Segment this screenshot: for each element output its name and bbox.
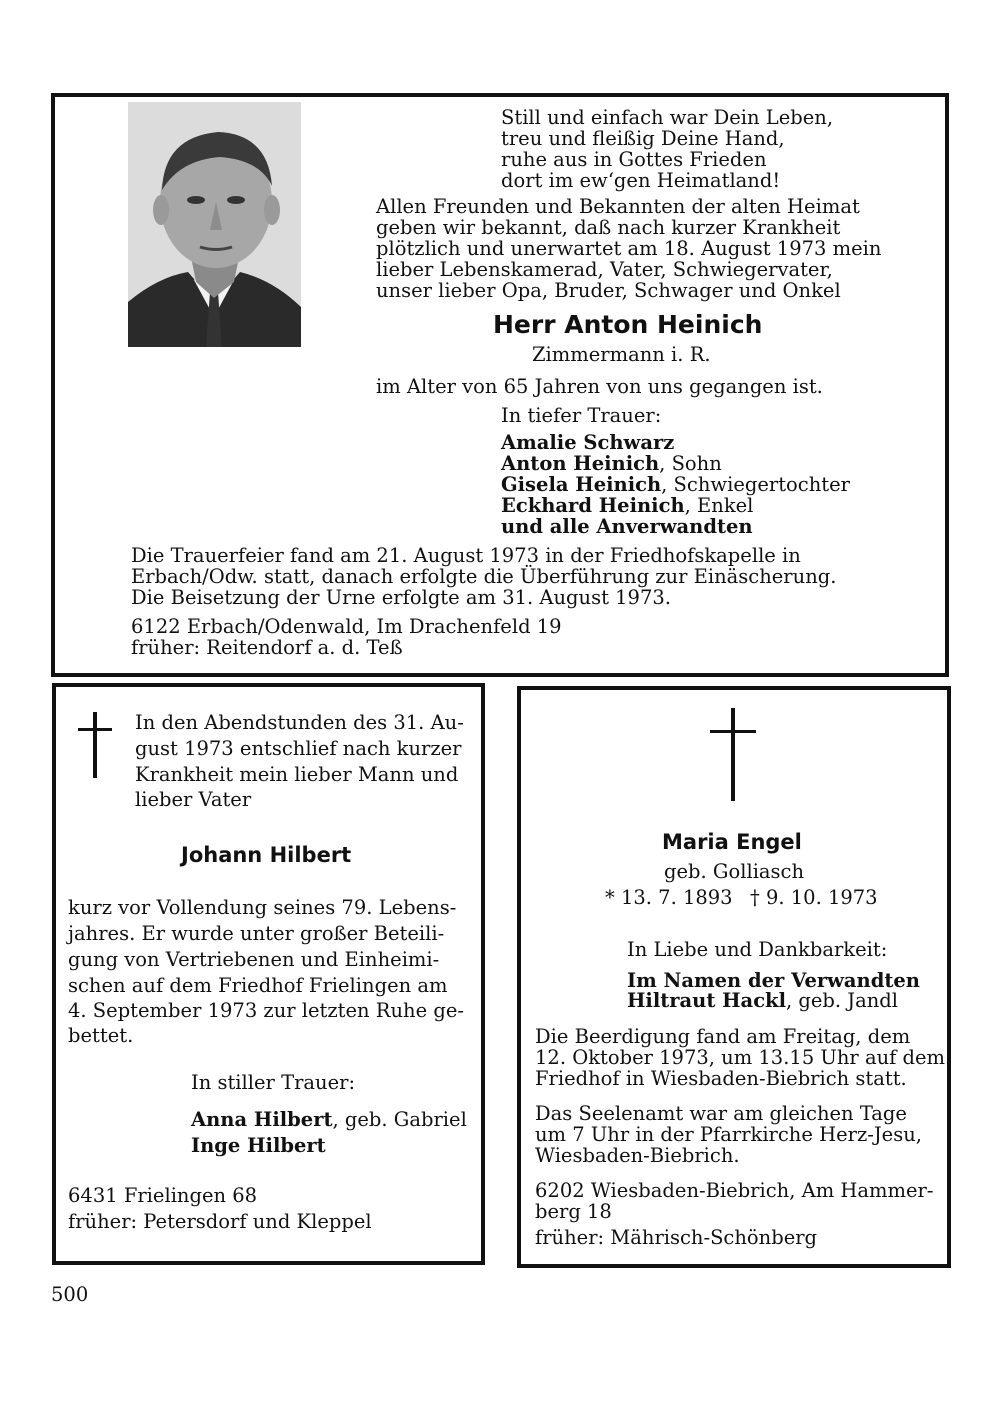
mourner: Gisela Heinich, Schwiegertochter [501, 473, 850, 496]
text-line: Friedhof in Wiesbaden-Biebrich statt. [535, 1067, 907, 1090]
text-line: Die Beerdigung fand am Freitag, dem [535, 1025, 911, 1048]
cross-icon [710, 708, 756, 801]
text-line: lieber Lebenskamerad, Vater, Schwiegervater, [376, 258, 833, 281]
text-line: plötzlich und unerwartet am 18. August 1973 mein [376, 237, 882, 260]
deceased-name: Herr Anton Heinich [493, 310, 763, 339]
page-number: 500 [51, 1283, 89, 1306]
text-line: geben wir bekannt, daß nach kurzer Krankheit [376, 216, 841, 239]
text-line: schen auf dem Friedhof Frielingen am [68, 974, 448, 997]
death-date: † 9. 10. 1973 [750, 886, 878, 909]
text-line: bettet. [68, 1024, 134, 1047]
birth-date: * 13. 7. 1893 [605, 886, 733, 909]
verse-line: ruhe aus in Gottes Frieden [501, 148, 767, 171]
mourner: Anton Heinich, Sohn [501, 452, 722, 475]
text-line: Allen Freunden und Bekannten der alten Heimat [376, 195, 860, 218]
mourner: Hiltraut Hackl, geb. Jandl [627, 989, 899, 1012]
deceased-profession: Zimmermann i. R. [532, 343, 711, 366]
verse-line: dort im ew‘gen Heimatland! [501, 169, 781, 192]
text-line: Das Seelenamt war am gleichen Tage [535, 1102, 907, 1125]
text-line: 12. Oktober 1973, um 13.15 Uhr auf dem [535, 1046, 946, 1069]
text-line: Die Beisetzung der Urne erfolgte am 31. August 1973. [131, 586, 671, 609]
mourner: Im Namen der Verwandten [627, 969, 920, 992]
text-line: Erbach/Odw. statt, danach erfolgte die Überführung zur Einäscherung. [131, 565, 837, 588]
address-line: 6431 Frielingen 68 [68, 1184, 258, 1207]
deceased-name: Johann Hilbert [181, 843, 352, 867]
mourner: Eckhard Heinich, Enkel [501, 494, 754, 517]
verse-line: Still und einfach war Dein Leben, [501, 106, 834, 129]
address-line: 6202 Wiesbaden-Biebrich, Am Hammer- [535, 1179, 934, 1202]
text-line: Krankheit mein lieber Mann und [135, 763, 459, 786]
text-line: Die Trauerfeier fand am 21. August 1973 in der Friedhofskapelle in [131, 544, 801, 567]
address-line: früher: Reitendorf a. d. Teß [131, 636, 403, 659]
text-line: lieber Vater [135, 788, 252, 811]
cross-icon [78, 712, 112, 778]
text-line: 4. September 1973 zur letzten Ruhe ge- [68, 999, 464, 1022]
address-line: berg 18 [535, 1200, 612, 1223]
address-line: 6122 Erbach/Odenwald, Im Drachenfeld 19 [131, 615, 562, 638]
text-line: gust 1973 entschlief nach kurzer [135, 737, 462, 760]
portrait-illustration [128, 102, 301, 347]
address-line: früher: Petersdorf und Kleppel [68, 1210, 372, 1233]
mourner: und alle Anverwandten [501, 515, 753, 538]
mourning-label: In stiller Trauer: [191, 1071, 356, 1094]
age-line: im Alter von 65 Jahren von uns gegangen ist. [376, 375, 823, 398]
text-line: Wiesbaden-Biebrich. [535, 1144, 740, 1167]
deceased-name: Maria Engel [662, 830, 802, 854]
mourning-label: In tiefer Trauer: [501, 404, 662, 427]
verse-line: treu und fleißig Deine Hand, [501, 127, 785, 150]
text-line: In den Abendstunden des 31. Au- [135, 711, 464, 734]
text-line: kurz vor Vollendung seines 79. Lebens- [68, 896, 457, 919]
mourning-label: In Liebe und Dankbarkeit: [627, 938, 888, 961]
maiden-name: geb. Golliasch [664, 860, 805, 883]
text-line: unser lieber Opa, Bruder, Schwager und Onkel [376, 279, 841, 302]
address-line: früher: Mährisch-Schönberg [535, 1226, 818, 1249]
text-line: gung von Vertriebenen und Einheimi- [68, 948, 440, 971]
text-line: um 7 Uhr in der Pfarrkirche Herz-Jesu, [535, 1123, 922, 1146]
text-line: jahres. Er wurde unter großer Beteili- [68, 922, 445, 945]
mourner: Amalie Schwarz [501, 431, 675, 454]
mourner: Anna Hilbert, geb. Gabriel [191, 1108, 467, 1131]
mourner: Inge Hilbert [191, 1134, 326, 1157]
portrait-photo [128, 102, 301, 347]
